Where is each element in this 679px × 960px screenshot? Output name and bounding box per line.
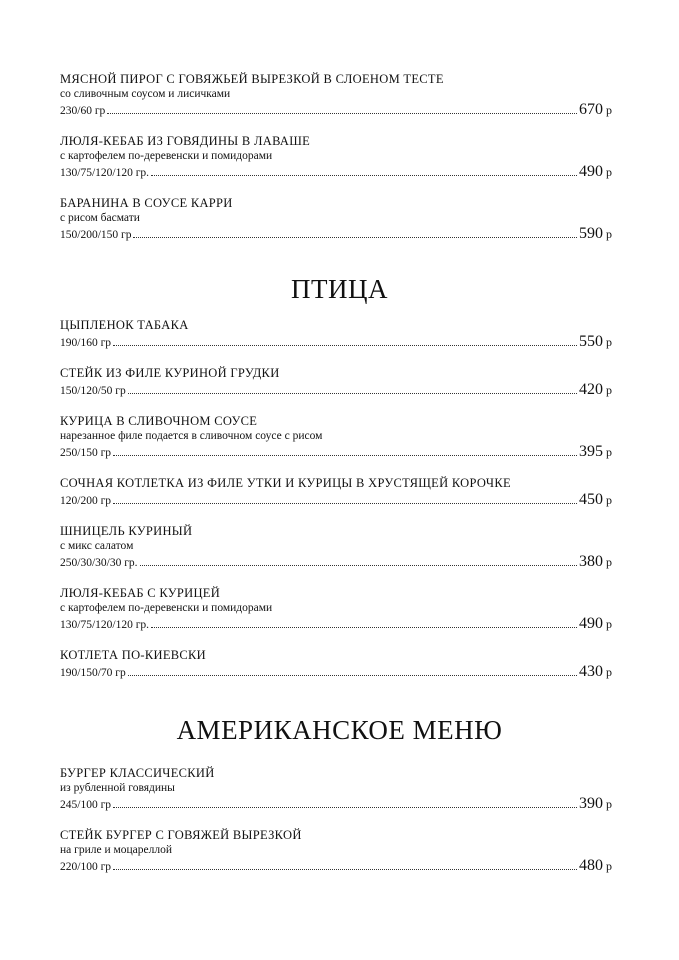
- currency-label: р: [606, 103, 612, 117]
- item-price: 395: [579, 443, 603, 460]
- dot-leader: [140, 564, 577, 566]
- item-title: КОТЛЕТА ПО-КИЕВСКИ: [60, 648, 207, 662]
- item-weight: 130/75/120/120 гр.: [60, 619, 150, 631]
- dot-leader: [113, 806, 577, 808]
- currency-label: р: [606, 555, 612, 569]
- dot-leader: [151, 626, 577, 628]
- dot-leader: [107, 112, 577, 114]
- item-price-line: [60, 663, 612, 683]
- section-heading-poultry: ПТИЦА: [291, 274, 388, 304]
- item-price-line: [60, 333, 612, 353]
- menu-item: [60, 648, 612, 683]
- dot-leader: [113, 502, 577, 504]
- menu-item: [60, 318, 612, 353]
- menu-item: [60, 524, 612, 573]
- menu-item: [60, 366, 612, 401]
- item-weight: 130/75/120/120 гр.: [60, 167, 150, 179]
- menu-item: [60, 766, 612, 815]
- menu-section-poultry: [60, 318, 612, 696]
- item-price: 590: [579, 225, 603, 242]
- currency-label: р: [606, 227, 612, 241]
- section-heading-american: АМЕРИКАНСКОЕ МЕНЮ: [176, 715, 503, 745]
- item-title: БАРАНИНА В СОУСЕ КАРРИ: [60, 196, 233, 210]
- item-price-line: [60, 381, 612, 401]
- item-weight: 220/100 гр: [60, 861, 112, 873]
- menu-item: [60, 828, 612, 877]
- item-title: ЛЮЛЯ-КЕБАБ С КУРИЦЕЙ: [60, 586, 221, 600]
- item-description: на гриле и моцареллой: [60, 844, 173, 856]
- item-price: 670: [579, 101, 603, 118]
- item-weight: 250/30/30/30 гр.: [60, 557, 138, 569]
- dot-leader: [113, 868, 577, 870]
- item-weight: 150/200/150 гр: [60, 229, 132, 241]
- item-price-line: [60, 163, 612, 183]
- currency-label: р: [606, 383, 612, 397]
- item-price-line: [60, 857, 612, 877]
- item-title: СТЕЙК ИЗ ФИЛЕ КУРИНОЙ ГРУДКИ: [60, 366, 280, 380]
- item-weight: 190/160 гр: [60, 337, 112, 349]
- currency-label: р: [606, 859, 612, 873]
- item-price: 490: [579, 163, 603, 180]
- menu-section-american: [60, 766, 612, 890]
- item-description: из рубленной говядины: [60, 782, 175, 794]
- currency-label: р: [606, 665, 612, 679]
- item-weight: 230/60 гр: [60, 105, 106, 117]
- item-title: ШНИЦЕЛЬ КУРИНЫЙ: [60, 524, 193, 538]
- item-title: ЦЫПЛЕНОК ТАБАКА: [60, 318, 189, 332]
- item-title: СОЧНАЯ КОТЛЕТКА ИЗ ФИЛЕ УТКИ И КУРИЦЫ В ХРУСТЯЩЕЙ КОРОЧКЕ: [60, 476, 511, 490]
- item-price: 430: [579, 663, 603, 680]
- item-weight: 245/100 гр: [60, 799, 112, 811]
- item-weight: 190/150/70 гр: [60, 667, 126, 679]
- item-weight: 250/150 гр: [60, 447, 112, 459]
- item-price: 490: [579, 615, 603, 632]
- dot-leader: [113, 454, 577, 456]
- menu-item: [60, 134, 612, 183]
- menu-item: [60, 414, 612, 463]
- item-price-line: [60, 443, 612, 463]
- currency-label: р: [606, 493, 612, 507]
- dot-leader: [133, 236, 577, 238]
- item-price: 450: [579, 491, 603, 508]
- item-weight: 120/200 гр: [60, 495, 112, 507]
- item-title: ЛЮЛЯ-КЕБАБ ИЗ ГОВЯДИНЫ В ЛАВАШЕ: [60, 134, 311, 148]
- currency-label: р: [606, 335, 612, 349]
- menu-item: [60, 72, 612, 121]
- item-weight: 150/120/50 гр: [60, 385, 126, 397]
- item-title: КУРИЦА В СЛИВОЧНОМ СОУСЕ: [60, 414, 258, 428]
- dot-leader: [128, 674, 577, 676]
- menu-item: [60, 476, 612, 511]
- dot-leader: [128, 392, 577, 394]
- item-title: МЯСНОЙ ПИРОГ С ГОВЯЖЬЕЙ ВЫРЕЗКОЙ В СЛОЕНОМ ТЕСТЕ: [60, 72, 444, 86]
- currency-label: р: [606, 445, 612, 459]
- item-price: 390: [579, 795, 603, 812]
- dot-leader: [151, 174, 577, 176]
- item-description: с картофелем по-деревенски и помидорами: [60, 150, 273, 162]
- menu-item: [60, 586, 612, 635]
- dot-leader: [113, 344, 577, 346]
- item-price-line: [60, 101, 612, 121]
- currency-label: р: [606, 165, 612, 179]
- item-description: со сливочным соусом и лисичками: [60, 88, 231, 100]
- item-title: БУРГЕР КЛАССИЧЕСКИЙ: [60, 766, 215, 780]
- menu-section-meat: [60, 72, 612, 258]
- item-price: 380: [579, 553, 603, 570]
- item-title: СТЕЙК БУРГЕР С ГОВЯЖЕЙ ВЫРЕЗКОЙ: [60, 828, 302, 842]
- item-description: нарезанное филе подается в сливочном соусе с рисом: [60, 430, 323, 442]
- item-description: с микс салатом: [60, 540, 134, 552]
- item-price-line: [60, 795, 612, 815]
- currency-label: р: [606, 797, 612, 811]
- item-price-line: [60, 615, 612, 635]
- item-price: 480: [579, 857, 603, 874]
- item-price-line: [60, 491, 612, 511]
- item-price-line: [60, 553, 612, 573]
- item-description: с картофелем по-деревенски и помидорами: [60, 602, 273, 614]
- item-price: 420: [579, 381, 603, 398]
- item-description: с рисом басмати: [60, 212, 140, 224]
- menu-item: [60, 196, 612, 245]
- item-price-line: [60, 225, 612, 245]
- item-price: 550: [579, 333, 603, 350]
- currency-label: р: [606, 617, 612, 631]
